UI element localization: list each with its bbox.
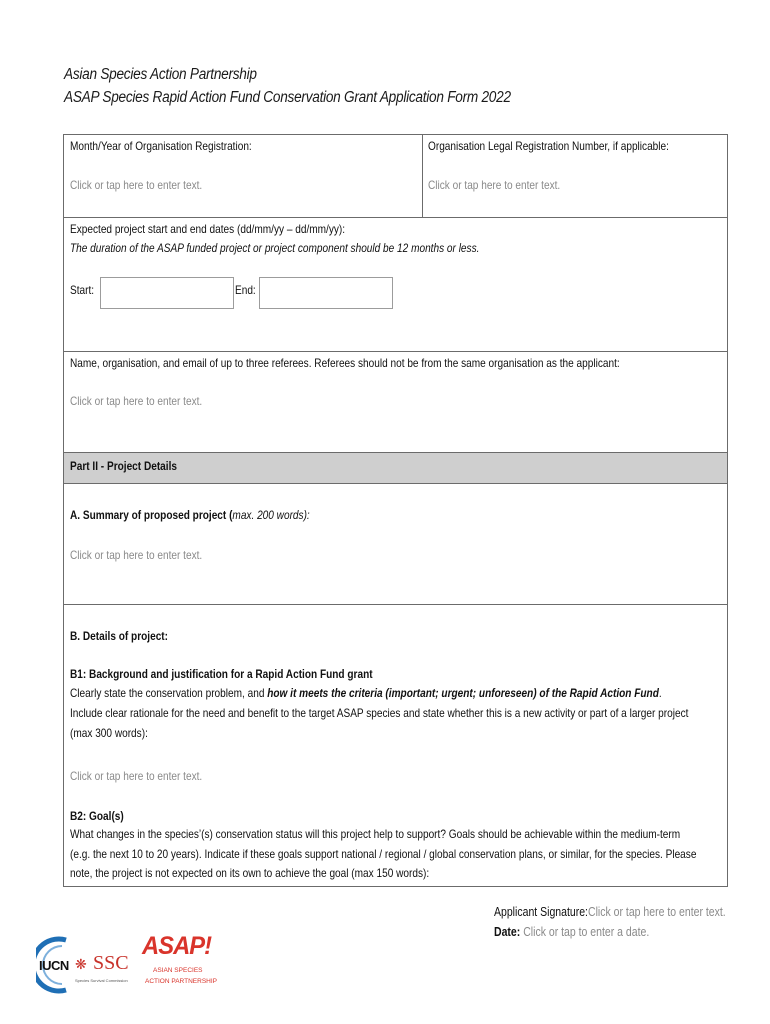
b2-text-line2: (e.g. the next 10 to 20 years). Indicate if these goals support national / regional / global conservation plans, or similar, for the species. Please — [70, 847, 697, 861]
asap-logo — [142, 934, 222, 992]
referees-row — [64, 351, 727, 452]
b1-text-line2: Include clear rationale for the need and benefit to the target ASAP species and state whether this is a new activity or part of a larger project — [70, 706, 689, 720]
ssc-logo — [75, 952, 135, 992]
ssc-logo-subtext: Species Survival Commission — [75, 978, 128, 983]
asap-logo-sub1: ASIAN SPECIES — [153, 967, 203, 974]
end-date-field[interactable] — [259, 277, 393, 309]
month-year-input[interactable]: Click or tap here to enter text. — [70, 178, 203, 192]
part2-title: Part II - Project Details — [70, 459, 178, 473]
iucn-logo-text: IUCN — [39, 958, 69, 973]
summary-label-bold: A. Summary of proposed project ( — [70, 508, 233, 522]
b1-text-end: . — [658, 686, 662, 700]
application-form — [63, 134, 728, 887]
asap-logo-sub2: ACTION PARTNERSHIP — [145, 978, 217, 985]
legal-number-label: Organisation Legal Registration Number, if applicable: — [428, 139, 669, 153]
iucn-logo — [36, 934, 74, 996]
b1-text-start: Clearly state the conservation problem, and — [70, 686, 268, 700]
end-label: End: — [235, 283, 256, 297]
summary-label — [70, 508, 310, 522]
b2-text-line1: What changes in the species’(s) conservation status will this project help to support? Goals should be achievable within the medium-term — [70, 827, 681, 841]
start-date-field[interactable] — [100, 277, 234, 309]
ssc-emblem-icon: ❋ — [75, 956, 87, 972]
header-organisation: Asian Species Action Partnership — [64, 66, 257, 83]
start-label: Start: — [70, 283, 95, 297]
signature-input[interactable]: Click or tap here to enter text. — [587, 905, 726, 919]
dates-label: Expected project start and end dates (dd/mm/yy – dd/mm/yy): — [70, 222, 346, 236]
dates-row — [64, 217, 727, 351]
b1-text-line1 — [70, 686, 662, 700]
signature-line — [494, 905, 726, 919]
month-year-label: Month/Year of Organisation Registration: — [70, 139, 252, 153]
month-year-cell — [64, 135, 423, 217]
dates-note: The duration of the ASAP funded project or project component should be 12 months or less. — [70, 241, 480, 255]
referees-input[interactable]: Click or tap here to enter text. — [70, 394, 203, 408]
referees-label: Name, organisation, and email of up to three referees. Referees should not be from the same organisation as the applicant: — [70, 356, 620, 370]
b1-criteria: how it meets the criteria (important; urgent; unforeseen) of the Rapid Action Fund — [267, 686, 659, 700]
part2-header-row — [64, 452, 727, 483]
summary-row — [64, 483, 727, 604]
b1-input[interactable]: Click or tap here to enter text. — [70, 769, 203, 783]
signature-label: Applicant Signature: — [494, 905, 588, 919]
date-label: Date: — [494, 925, 521, 939]
header-form-title: ASAP Species Rapid Action Fund Conservation Grant Application Form 2022 — [64, 89, 511, 106]
asap-logo-text: ASAP! — [142, 932, 212, 960]
ssc-logo-text: SSC — [93, 952, 129, 974]
summary-label-limit: max. 200 words): — [232, 508, 310, 522]
summary-input[interactable]: Click or tap here to enter text. — [70, 548, 203, 562]
details-row — [64, 604, 727, 886]
legal-number-input[interactable]: Click or tap here to enter text. — [428, 178, 561, 192]
b2-title: B2: Goal(s) — [70, 809, 124, 823]
b1-text-line3: (max 300 words): — [70, 726, 148, 740]
legal-number-cell — [423, 135, 727, 217]
b2-text-line3: note, the project is not expected on its own to achieve the goal (max 150 words): — [70, 866, 430, 880]
details-title: B. Details of project: — [70, 629, 169, 643]
date-line — [494, 925, 649, 939]
b1-title: B1: Background and justification for a Rapid Action Fund grant — [70, 667, 373, 681]
date-input[interactable]: Click or tap to enter a date. — [523, 925, 650, 939]
registration-row — [64, 135, 727, 217]
